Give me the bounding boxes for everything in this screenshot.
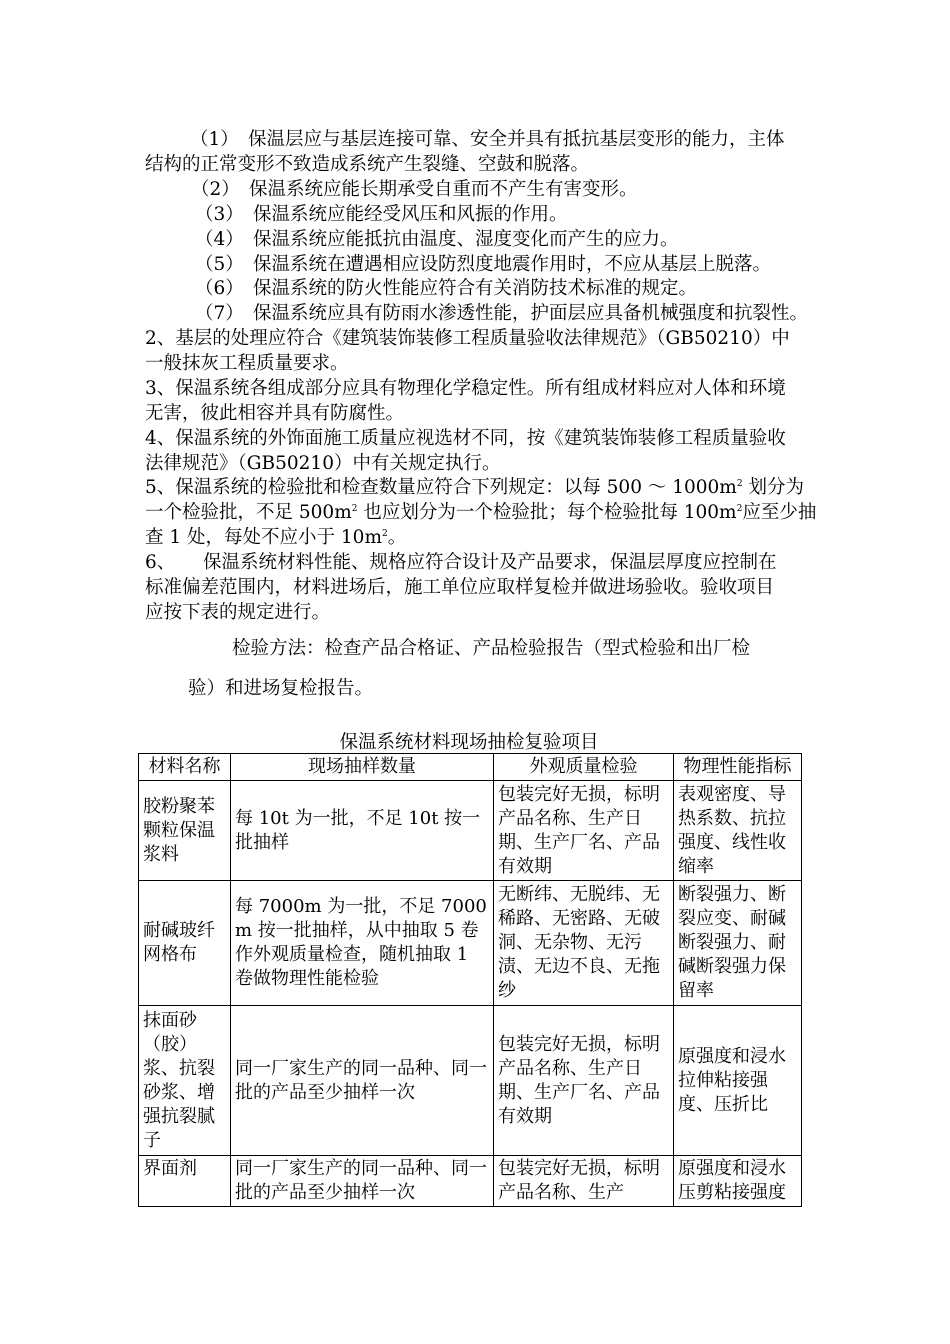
cell-material-name: 抹面砂（胶）浆、抗裂砂浆、增强抗裂腻子 [139, 1006, 231, 1156]
item-3-line-2: 无害，彼此相容并具有防腐性。 [145, 403, 405, 424]
table-header-row [139, 754, 802, 781]
cell-physical: 原强度和浸水拉伸粘接强度、压折比 [674, 1006, 802, 1156]
item-3-line-1: 3、保温系统各组成部分应具有物理化学稳定性。所有组成材料应对人体和环境 [145, 378, 786, 399]
cell-material-name: 界面剂 [139, 1156, 231, 1207]
cell-appearance: 无断纬、无脱纬、无稀路、无密路、无破洞、无杂物、无污渍、无边不良、无拖纱 [494, 881, 674, 1006]
cell-appearance: 包装完好无损，标明产品名称、生产日期、生产厂名、产品有效期 [494, 781, 674, 881]
item-2-line-1: 2、基层的处理应符合《建筑装饰装修工程质量验收法律规范》（GB50210）中 [145, 328, 790, 349]
cell-physical: 断裂强力、断裂应变、耐碱断裂强力、耐碱断裂强力保留率 [674, 881, 802, 1006]
table-row [139, 1006, 802, 1156]
superscript-2: 2 [736, 503, 743, 514]
item-6-line-2: 标准偏差范围内，材料进场后，施工单位应取样复检并做进场验收。验收项目 [145, 577, 775, 598]
header-physical-indicators: 物理性能指标 [674, 754, 802, 781]
item-4-line-1: 4、保温系统的外饰面施工质量应视选材不同，按《建筑装饰装修工程质量验收 [145, 428, 786, 449]
cell-sampling: 每 7000m 为一批，不足 7000m 按一批抽样，从中抽取 5 卷作外观质量检查，随机抽取 1 卷做物理性能检验 [231, 881, 494, 1006]
cell-physical: 表观密度、导热系数、抗拉强度、线性收缩率 [674, 781, 802, 881]
cell-appearance: 包装完好无损，标明产品名称、生产日期、生产厂名、产品有效期 [494, 1006, 674, 1156]
item-5-text-b: 划分为 [742, 477, 804, 498]
item-2-line-2: 一般抹灰工程质量要求。 [145, 353, 349, 374]
req-1-line-1: （1） 保温层应与基层连接可靠、安全并具有抵抗基层变形的能力，主体 [190, 129, 785, 150]
item-5-text-g: 。 [387, 527, 407, 548]
inspection-table [138, 753, 802, 1207]
item-4-line-2: 法律规范》（GB50210）中有关规定执行。 [145, 453, 501, 474]
table-row [139, 781, 802, 881]
header-material-name: 材料名称 [139, 754, 231, 781]
superscript-2: 2 [351, 503, 358, 514]
req-5: （5） 保温系统在遭遇相应设防烈度地震作用时，不应从基层上脱落。 [195, 254, 772, 275]
item-5-text-f: 查 1 处，每处不应小于 10m [145, 527, 382, 548]
item-5-text-e: 应至少抽 [742, 502, 817, 523]
req-6: （6） 保温系统的防火性能应符合有关消防技术标准的规定。 [195, 278, 698, 299]
req-7: （7） 保温系统应具有防雨水渗透性能，护面层应具备机械强度和抗裂性。 [195, 303, 809, 324]
cell-sampling: 同一厂家生产的同一品种、同一批的产品至少抽样一次 [231, 1006, 494, 1156]
table-row [139, 881, 802, 1006]
cell-physical: 原强度和浸水压剪粘接强度 [674, 1156, 802, 1207]
item-5-text-c: 一个检验批，不足 500m [145, 502, 352, 523]
item-5-line-1 [145, 476, 804, 500]
req-2: （2） 保温系统应能长期承受自重而不产生有害变形。 [191, 179, 638, 200]
method-line-1: 检验方法：检查产品合格证、产品检验报告（型式检验和出厂检 [232, 638, 751, 659]
table-caption: 保温系统材料现场抽检复验项目 [339, 732, 599, 753]
req-4: （4） 保温系统应能抵抗由温度、湿度变化而产生的应力。 [195, 229, 679, 250]
superscript-2: 2 [736, 478, 743, 489]
cell-appearance: 包装完好无损，标明产品名称、生产 [494, 1156, 674, 1207]
item-5-text-d: 也应划分为一个检验批；每个检验批每 100m [357, 502, 737, 523]
cell-sampling: 同一厂家生产的同一品种、同一批的产品至少抽样一次 [231, 1156, 494, 1207]
req-3: （3） 保温系统应能经受风压和风振的作用。 [195, 204, 568, 225]
cell-material-name: 胶粉聚苯颗粒保温浆料 [139, 781, 231, 881]
item-5-text-a: 5、保温系统的检验批和检查数量应符合下列规定：以每 500 ～ 1000m [145, 477, 737, 498]
method-line-2: 验）和进场复检报告。 [188, 678, 374, 699]
item-6-line-3: 应按下表的规定进行。 [145, 602, 331, 623]
req-1-line-2: 结构的正常变形不致造成系统产生裂缝、空鼓和脱落。 [145, 154, 590, 175]
cell-sampling: 每 10t 为一批，不足 10t 按一批抽样 [231, 781, 494, 881]
cell-material-name: 耐碱玻纤网格布 [139, 881, 231, 1006]
header-appearance-inspection: 外观质量检验 [494, 754, 674, 781]
superscript-2: 2 [382, 528, 388, 539]
item-5-line-3 [145, 526, 406, 550]
table-row [139, 1156, 802, 1207]
item-6-line-1: 6、 保温系统材料性能、规格应符合设计及产品要求，保温层厚度应控制在 [145, 552, 777, 573]
item-5-line-2 [145, 501, 816, 525]
header-sampling-quantity: 现场抽样数量 [231, 754, 494, 781]
